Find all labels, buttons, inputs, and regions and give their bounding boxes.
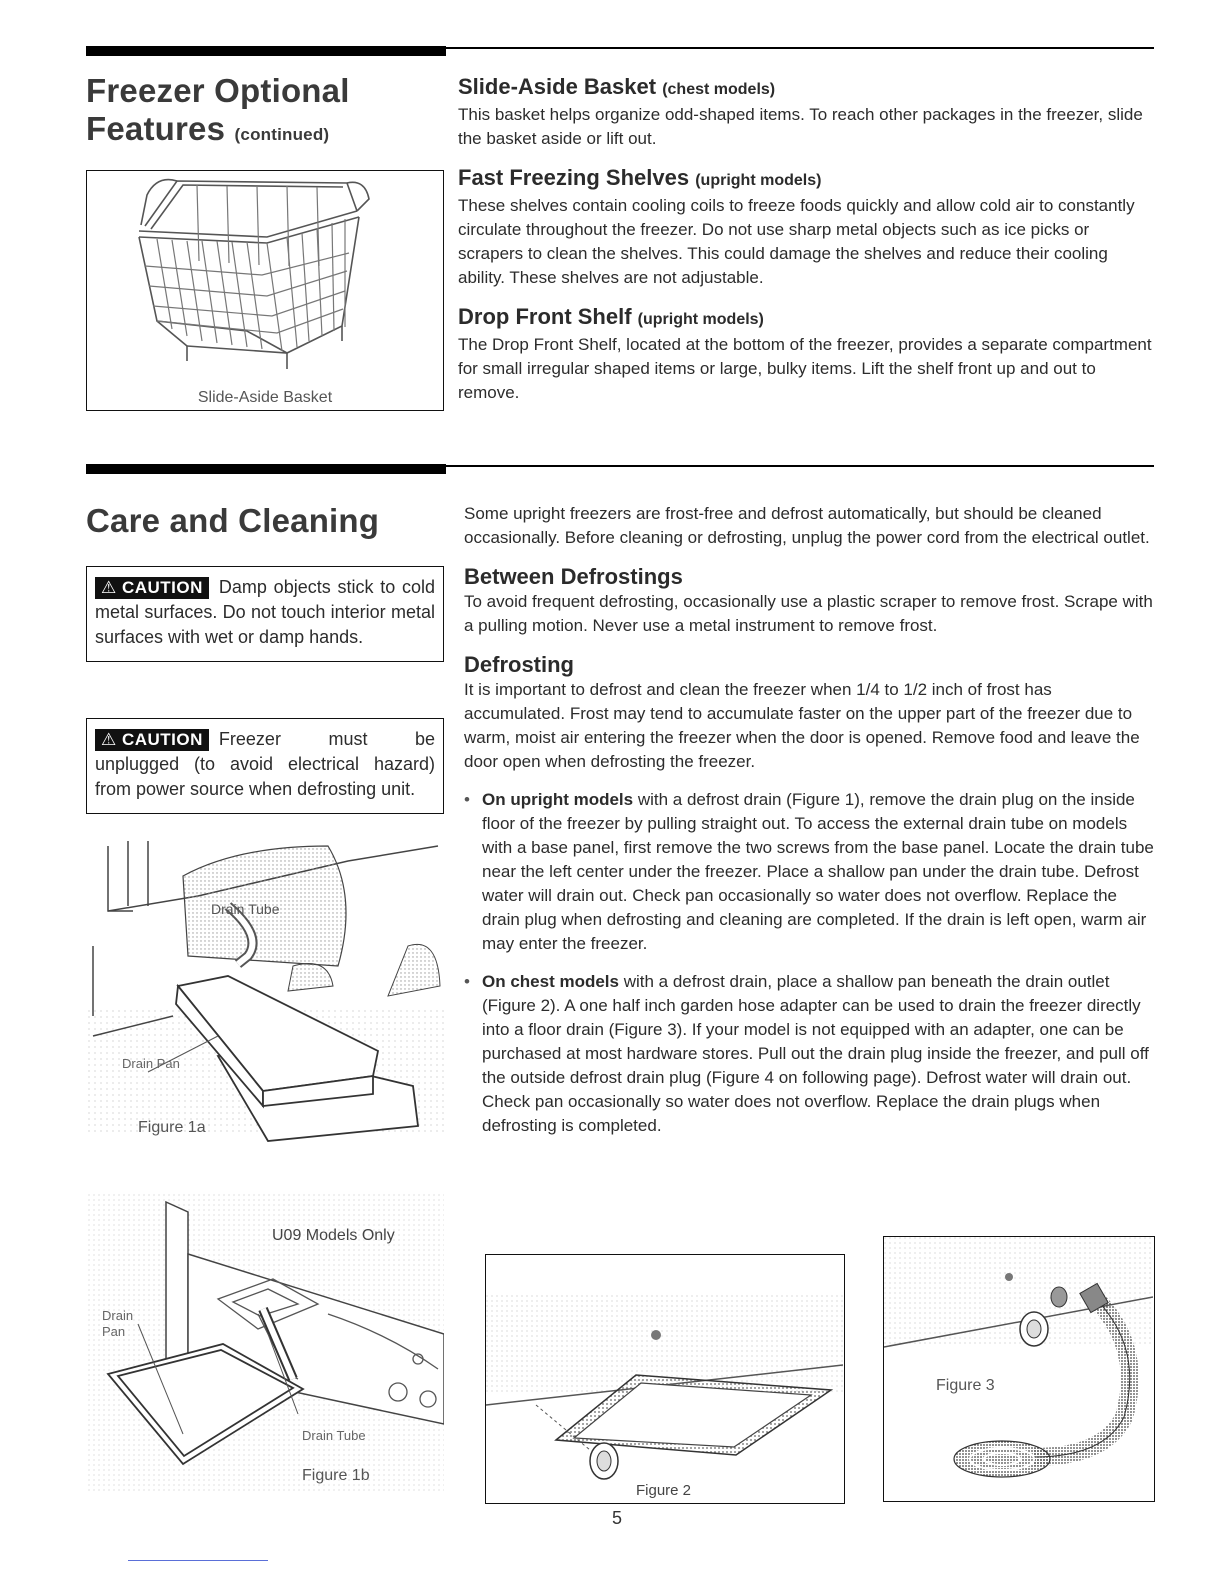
- caution-badge-2: ⚠ CAUTION: [95, 729, 209, 751]
- drop-front-block: [458, 304, 1154, 405]
- figure-3-illustration: [884, 1237, 1153, 1500]
- section1-title-line2: Features: [86, 110, 226, 147]
- fast-freezing-body: These shelves contain cooling coils to freeze foods quickly and allow cold air to constantly circulate throughout the freezer. Do not use sharp metal objects such as ice picks or scrapers to clean the shelves. This could damage the shelves and reduce their cooling ability. These shelves are not adjustable.: [458, 196, 1135, 287]
- slide-aside-heading: Slide-Aside Basket: [458, 74, 657, 99]
- slide-aside-block: [458, 74, 1154, 151]
- drop-front-note: (upright models): [637, 311, 764, 328]
- section2-right-column: [464, 502, 1154, 1138]
- figure-1a-caption: Figure 1a: [138, 1119, 206, 1136]
- figure-1a-illustration: [88, 836, 444, 1142]
- figure-1b-illustration: [88, 1194, 444, 1494]
- figure-1a-drain-pan-label: Drain Pan: [122, 1056, 180, 1071]
- figure-1b-drain-label: Drain: [102, 1308, 134, 1323]
- drop-front-body: The Drop Front Shelf, located at the bottom of the freezer, provides a separate compartment for small irregular shaped items or large, bulky items. Lift the shelf front up and out to remove.: [458, 335, 1152, 402]
- defrosting-heading: Defrosting: [464, 652, 574, 677]
- figure-1b-pan-label: Pan: [102, 1324, 126, 1339]
- section1-right-column: [458, 74, 1154, 405]
- chest-models-body: with a defrost drain, place a shallow pan beneath the drain outlet (Figure 2). A one half inch garden hose adapter can be used to drain the freezer directly into a floor drain (Figure 3). If your model is not equipped with an adapter, one can be purchased at most hardware stores. Pull out the drain plug inside the freezer, and pull off the outside defrost drain plug (Figure 4 on following page). Defrost water will drain out. Check pan occasionally so water does not overflow. Replace the drain plugs when defrosting is completed.: [482, 972, 1149, 1135]
- section2-rule-thin: [446, 465, 1154, 467]
- basket-figure-caption: Slide-Aside Basket: [197, 389, 333, 406]
- figure-2-illustration: [486, 1255, 843, 1502]
- figure-2: [485, 1254, 845, 1504]
- upright-models-bullet: [464, 788, 1154, 956]
- section1-title-line1: Freezer Optional: [86, 72, 350, 109]
- figure-1b-caption: Figure 1b: [302, 1467, 370, 1484]
- chest-models-bullet: [464, 970, 1154, 1138]
- drop-front-heading: Drop Front Shelf: [458, 304, 632, 329]
- figure-1b-models-label: U09 Models Only: [272, 1227, 395, 1244]
- upright-models-lead: On upright models: [482, 790, 634, 809]
- section1-rule-thick: [86, 46, 446, 56]
- fast-freezing-heading: Fast Freezing Shelves: [458, 165, 690, 190]
- slide-aside-note: (chest models): [662, 81, 776, 98]
- figure-2-caption: Figure 2: [636, 1482, 692, 1499]
- section1-title: [86, 72, 350, 154]
- section2-rule-thick: [86, 464, 446, 474]
- fast-freezing-note: (upright models): [695, 172, 822, 189]
- figure-3: [883, 1236, 1155, 1502]
- section1-rule-thin: [446, 47, 1154, 49]
- caution-box-1: [86, 566, 444, 662]
- between-defrostings-body: To avoid frequent defrosting, occasionally use a plastic scraper to remove frost. Scrape with a pulling motion. Never use a metal instrument to remove frost.: [464, 592, 1153, 635]
- figure-1b-drain-tube-label: Drain Tube: [302, 1428, 366, 1443]
- caution-text-2: Freezer must be unplugged (to avoid electrical hazard) from power source when defrosting unit.: [95, 729, 435, 799]
- footer-link-line: [128, 1560, 268, 1561]
- figure-1a: [88, 836, 444, 1142]
- section1-title-suffix: (continued): [234, 125, 330, 144]
- upright-models-body: with a defrost drain (Figure 1), remove the drain plug on the inside floor of the freezer by pulling straight out. To access the external drain tube on models with a base panel, first remove the two screws from the base panel. Locate the drain tube near the left center under the freezer. Place a shallow pan under the drain tube. Defrost water will drain out. Check pan occasionally so water does not overflow. Replace the drain plug when defrosting and cleaning are completed. If the drain is left open, warm air may enter the freezer.: [482, 790, 1154, 953]
- chest-models-lead: On chest models: [482, 972, 619, 991]
- defrosting-body: It is important to defrost and clean the freezer when 1/4 to 1/2 inch of frost has accumulated. Frost may tend to accumulate faster on the upper part of the freezer due to warm, moist air entering the freezer when the door is opened. Remove food and leave the door open when defrosting the freezer.: [464, 680, 1140, 771]
- figure-3-caption: Figure 3: [936, 1377, 995, 1394]
- page-number: 5: [611, 1508, 622, 1528]
- figure-1a-drain-tube-label: Drain Tube: [211, 901, 280, 917]
- basket-figure: [86, 170, 444, 411]
- basket-illustration: [87, 171, 443, 383]
- caution-badge-1: ⚠ CAUTION: [95, 577, 209, 599]
- between-defrostings-heading: Between Defrostings: [464, 564, 683, 589]
- figure-1b: [88, 1194, 444, 1494]
- fast-freezing-block: [458, 165, 1154, 290]
- caution-box-2: [86, 718, 444, 814]
- slide-aside-body: This basket helps organize odd-shaped items. To reach other packages in the freezer, slide the basket aside or lift out.: [458, 105, 1143, 148]
- care-intro: Some upright freezers are frost-free and defrost automatically, but should be cleaned occasionally. Before cleaning or defrosting, unplug the power cord from the electrical outlet.: [464, 504, 1150, 547]
- section2-title: Care and Cleaning: [86, 502, 380, 539]
- caution-text-1: Damp objects stick to cold metal surfaces. Do not touch interior metal surfaces with wet or damp hands.: [95, 577, 435, 647]
